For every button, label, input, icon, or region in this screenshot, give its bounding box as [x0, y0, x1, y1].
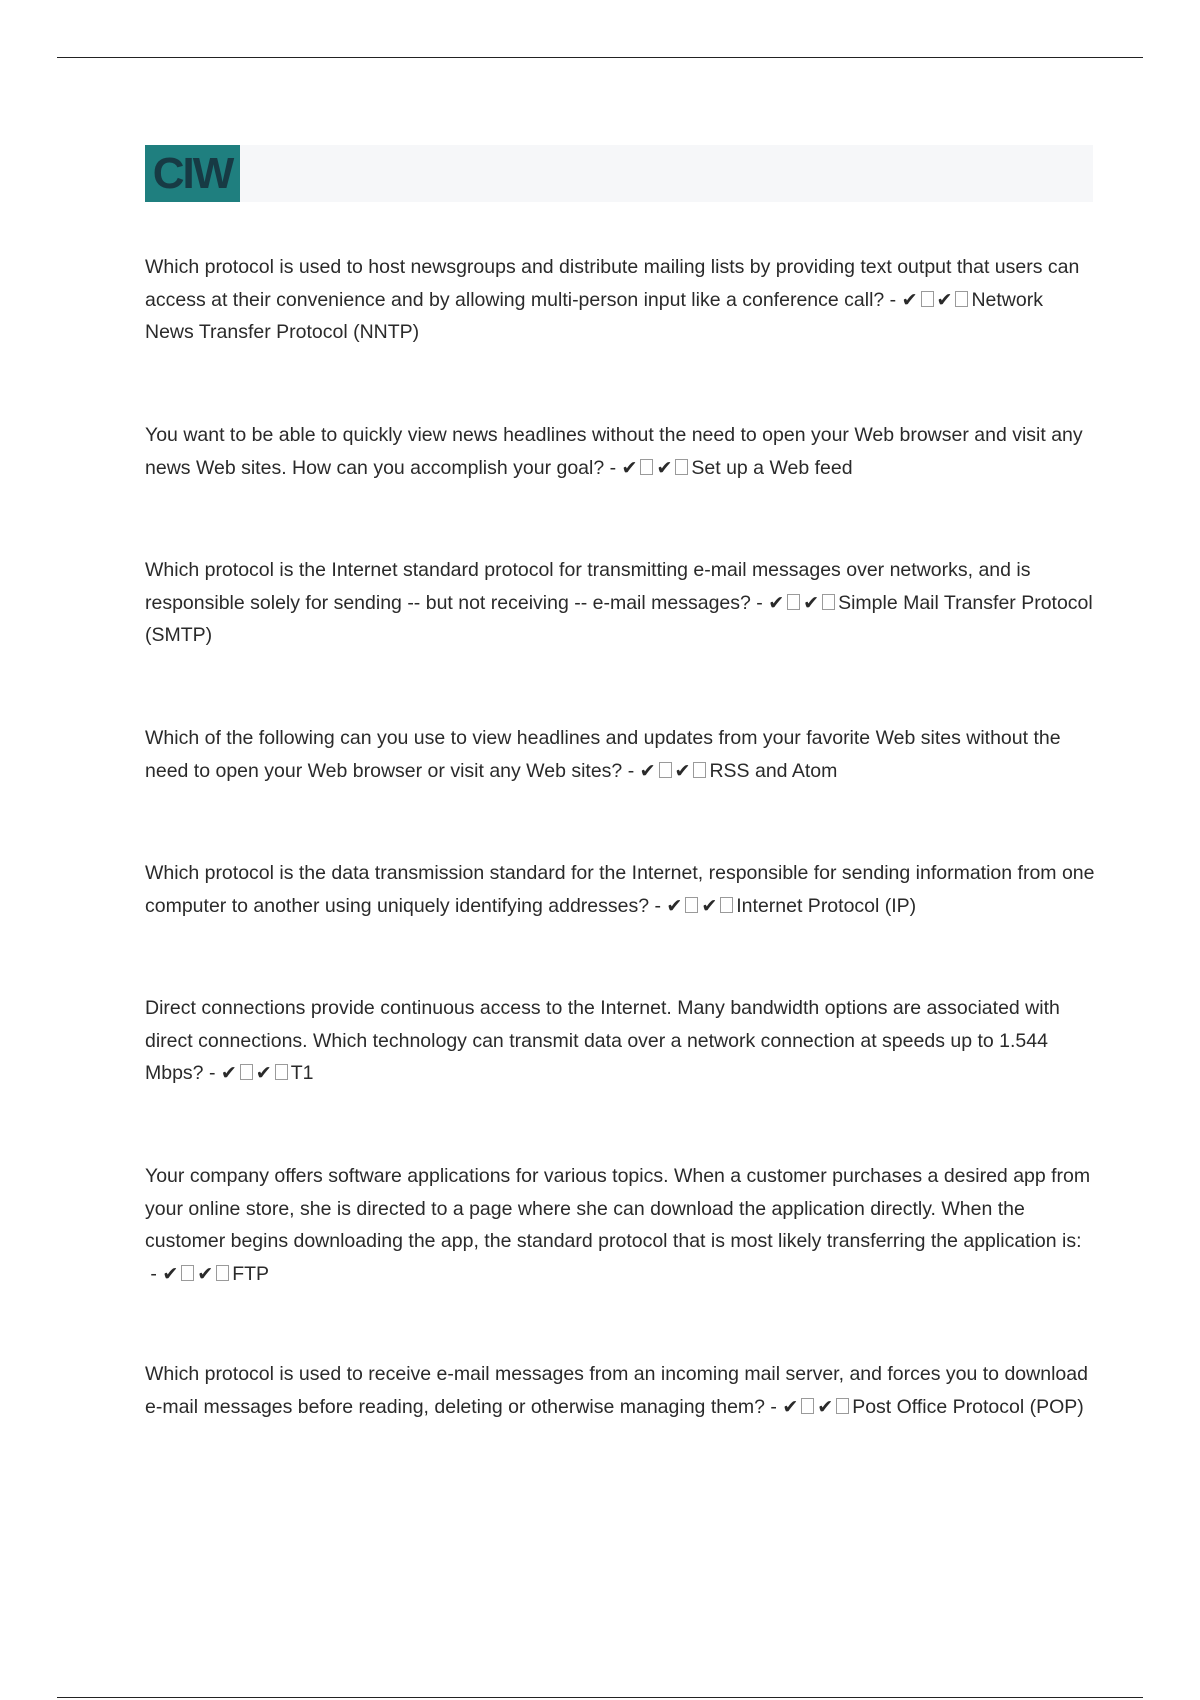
answer-text: Internet Protocol (IP) [736, 894, 917, 917]
box-icon [955, 291, 968, 307]
box-icon [640, 459, 653, 475]
check-icon: ✔ [621, 456, 638, 479]
question-text: Which protocol is the Internet standard protocol for transmitting e-mail messages over networks, and is responsible solely for sending -- but not receiving -- e-mail messages? [145, 559, 1031, 614]
check-icon: ✔ [162, 1262, 179, 1285]
check-icon: ✔ [936, 288, 953, 311]
box-icon [675, 459, 688, 475]
top-rule [57, 57, 1143, 58]
qa-item-7 [145, 1160, 1095, 1290]
question-text: Your company offers software applications for various topics. When a customer purchases a desired app from your online store, she is directed to a page where she can download the application directly. When the customer begins downloading the app, the standard protocol that is most likely transferring the application is: [145, 1165, 1091, 1252]
check-icon: ✔ [803, 591, 820, 614]
separator: - [604, 456, 622, 479]
box-icon [822, 594, 835, 610]
box-icon [659, 762, 672, 778]
qa-item-2 [145, 419, 1095, 484]
check-icon: ✔ [220, 1062, 237, 1084]
answer-text: RSS and Atom [709, 759, 838, 782]
box-icon [685, 897, 698, 913]
question-text: Which protocol is used to host newsgroups and distribute mailing lists by providing text output that users can access at their convenience and by allowing multi-person input like a conference call? [145, 256, 1080, 311]
check-icon: ✔ [768, 591, 785, 614]
check-icon: ✔ [255, 1062, 272, 1084]
check-icon: ✔ [817, 1395, 834, 1418]
check-icon: ✔ [656, 456, 673, 479]
question-text: You want to be able to quickly view news headlines without the need to open your Web browser and visit any news Web sites. How can you accomplish your goal? [145, 424, 1083, 479]
box-icon [181, 1265, 194, 1281]
check-icon: ✔ [901, 288, 918, 311]
box-icon [693, 762, 706, 778]
box-icon [240, 1064, 253, 1080]
box-icon [801, 1398, 814, 1414]
title-bar [145, 145, 1093, 202]
separator: - [145, 1262, 163, 1285]
box-icon [275, 1064, 288, 1080]
box-icon [921, 291, 934, 307]
qa-item-8 [145, 1358, 1095, 1423]
separator: - [750, 591, 769, 614]
box-icon [836, 1398, 849, 1414]
separator: - [649, 894, 667, 917]
answer-text: Network News Transfer Protocol (NNTP) [145, 288, 1043, 343]
qa-item-4 [145, 722, 1095, 787]
box-icon [720, 897, 733, 913]
qa-item-5 [145, 857, 1095, 922]
separator: - [622, 759, 640, 782]
box-icon [216, 1265, 229, 1281]
qa-item-6 [145, 992, 1095, 1090]
answer-text: Post Office Protocol (POP) [852, 1395, 1084, 1418]
check-icon: ✔ [666, 894, 683, 917]
answer-text: T1 [290, 1062, 314, 1084]
separator: - [765, 1395, 783, 1418]
check-icon: ✔ [197, 1262, 214, 1285]
answer-text: Simple Mail Transfer Protocol (SMTP) [145, 591, 1093, 646]
check-icon: ✔ [782, 1395, 799, 1418]
check-icon: ✔ [701, 894, 718, 917]
separator: - [884, 288, 902, 311]
answer-text: Set up a Web feed [691, 456, 853, 479]
check-icon: ✔ [639, 759, 656, 782]
qa-item-1 [145, 251, 1095, 349]
question-text: Which of the following can you use to view headlines and updates from your favorite Web sites without the need to open your Web browser or visit any Web sites? [145, 727, 1061, 782]
check-icon: ✔ [674, 759, 691, 782]
answer-text: FTP [232, 1262, 270, 1285]
question-text: Which protocol is the data transmission standard for the Internet, responsible for sending information from one computer to another using uniquely identifying addresses? [145, 862, 1095, 917]
bottom-rule [57, 1697, 1143, 1698]
question-text: Direct connections provide continuous access to the Internet. Many bandwidth options are associated with direct connections. Which technology can transmit data over a network connection at speeds up to 1.544 Mbps? [145, 997, 1060, 1084]
question-text: Which protocol is used to receive e-mail messages from an incoming mail server, and forces you to download e-mail messages before reading, deleting or otherwise managing them? [145, 1363, 1088, 1418]
qa-item-3 [145, 554, 1095, 652]
box-icon [787, 594, 800, 610]
document-title: CIW [145, 145, 240, 202]
separator: - [203, 1062, 221, 1084]
